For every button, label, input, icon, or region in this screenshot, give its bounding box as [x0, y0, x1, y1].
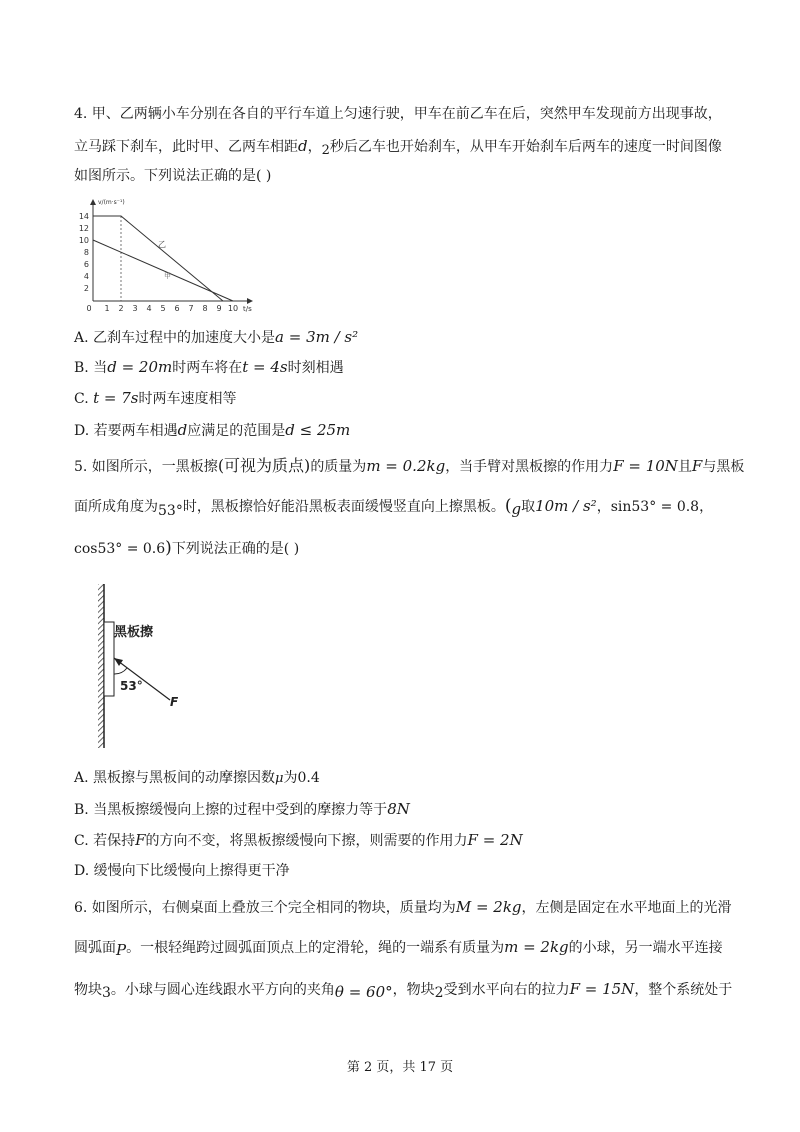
x-tick-5: 5 [160, 304, 166, 313]
y-tick-10: 10 [78, 236, 89, 245]
x-tick-6: 6 [174, 304, 180, 313]
line-jia [93, 240, 233, 301]
x-tick-10: 10 [227, 304, 239, 313]
angle-label: 53° [120, 679, 143, 693]
x-tick-0: 0 [86, 304, 92, 313]
force-label: F [170, 695, 179, 709]
q4-option-b: B. 当d = 20m时两车将在t = 4s时刻相遇 [74, 358, 344, 376]
q6-stem-line-1: 6. 如图所示，右侧桌面上叠放三个完全相同的物块，质量均为M = 2kg，左侧是固定在水平地面上的光滑 [74, 898, 732, 916]
q5-option-c: C. 若保持F的方向不变，将黑板擦缓慢向下擦，则需要的作用力F = 2N [74, 831, 523, 849]
x-tick-8: 8 [202, 304, 208, 313]
angle-arc [114, 668, 127, 674]
q4-option-a: A. 乙刹车过程中的加速度大小是a = 3m / s² [74, 328, 359, 346]
x-tick-2: 2 [118, 304, 124, 313]
y-tick-8: 8 [83, 248, 89, 257]
q4-option-d: D. 若要两车相遇d应满足的范围是d ≤ 25m [74, 421, 351, 439]
label-yi: 乙 [158, 240, 166, 249]
x-tick-3: 3 [132, 304, 138, 313]
x-tick-1: 1 [104, 304, 110, 313]
q4-stem-line-1: 4. 甲、乙两辆小车分别在各自的平行车道上匀速行驶，甲车在前乙车在后，突然甲车发现前方出现事故， [74, 106, 722, 122]
q5-option-b: B. 当黑板擦缓慢向上擦的过程中受到的摩擦力等于8N [74, 800, 410, 818]
x-axis-unit: t/s [243, 305, 252, 313]
q5-stem-line-3: cos53° = 0.6)下列说法正确的是( ) [74, 538, 300, 558]
force-arrowhead [114, 658, 123, 666]
q5-blackboard-eraser-figure [92, 584, 202, 748]
y-tick-12: 12 [78, 224, 89, 233]
label-jia: 甲 [164, 272, 171, 280]
y-tick-4: 4 [83, 272, 89, 281]
q5-stem-line-1: 5. 如图所示，一黑板擦(可视为质点)的质量为m = 0.2kg，当手臂对黑板擦的作用力F = 10N且F与黑板 [74, 456, 745, 475]
q4-velocity-time-graph [74, 196, 264, 318]
q5-stem-line-2: 面所成角度为53°时，黑板擦恰好能沿黑板表面缓慢竖直向上擦黑板。(g取10m / s²，sin53° = 0.8， [74, 496, 714, 519]
y-tick-14: 14 [78, 212, 89, 221]
page-footer: 第 2 页，共 17 页 [346, 1060, 454, 1075]
x-axis-arrow [247, 298, 253, 304]
q6-stem-line-2: 圆弧面P。一根轻绳跨过圆弧面顶点上的定滑轮，绳的一端系有质量为m = 2kg的小球，另一端水平连接 [74, 938, 723, 959]
eraser-label: 黑板擦 [114, 625, 154, 640]
x-tick-4: 4 [146, 304, 152, 313]
y-tick-2: 2 [83, 284, 89, 293]
x-tick-7: 7 [188, 304, 194, 313]
y-axis-arrow [90, 199, 96, 205]
wall-hatching [98, 584, 104, 748]
y-axis-label: v/(m·s⁻¹) [98, 199, 125, 206]
q4-stem-line-2: 立马踩下刹车，此时甲、乙两车相距d，2秒后乙车也开始刹车，从甲车开始刹车后两车的速度一时间图像 [74, 137, 722, 158]
q4-stem-line-3: 如图所示。下列说法正确的是( ) [74, 168, 272, 184]
q5-option-d: D. 缓慢向下比缓慢向上擦得更干净 [74, 863, 290, 879]
x-tick-9: 9 [216, 304, 222, 313]
q4-option-c: C. t = 7s时两车速度相等 [74, 389, 237, 407]
y-tick-6: 6 [83, 260, 89, 269]
q6-stem-line-3: 物块3。小球与圆心连线跟水平方向的夹角θ = 60°，物块2受到水平向右的拉力F = 15N，整个系统处于 [74, 980, 733, 1001]
q5-option-a: A. 黑板擦与黑板间的动摩擦因数μ为0.4 [74, 770, 320, 786]
eraser-block [104, 622, 114, 696]
